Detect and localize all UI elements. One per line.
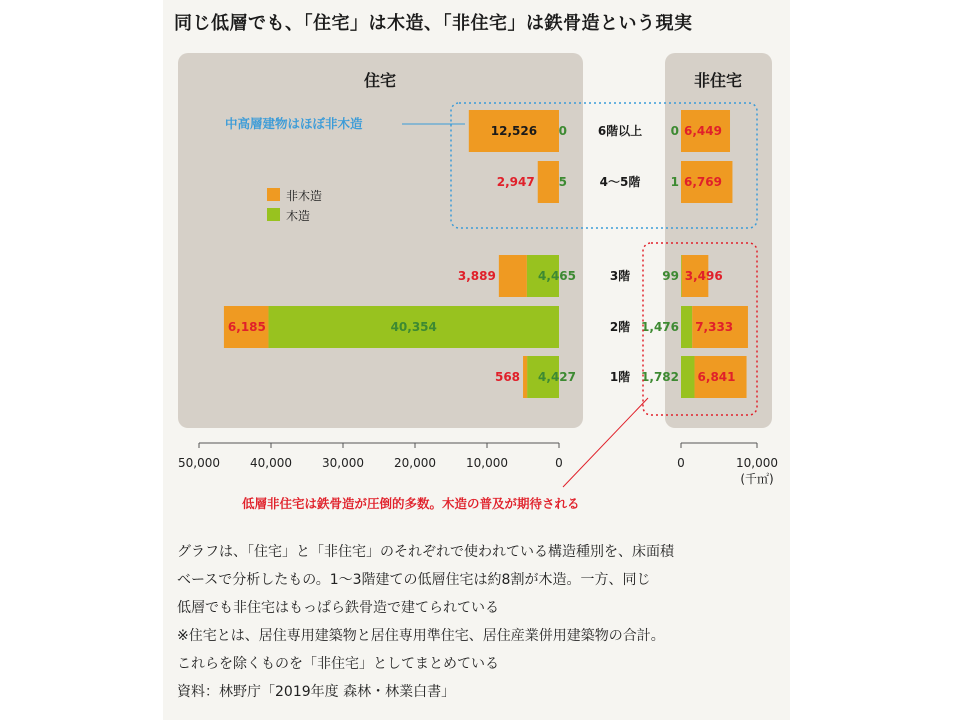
non-housing-wood-label: 1 [670,175,679,189]
note-line: ベースで分析したもの。1〜3階建ての低層住宅は約8割が木造。一方、同じ [177,572,651,588]
non-housing-non-wood-label: 6,449 [684,124,722,138]
category-label: 1階 [609,370,631,384]
legend-swatch-non-wood [267,188,280,201]
note-line: グラフは、「住宅」と「非住宅」のそれぞれで使われている構造種別を、床面積 [177,544,674,560]
axis-tick-label: 0 [555,456,563,470]
axis-tick-label: 0 [677,456,685,470]
housing-non-wood-bar [523,356,527,398]
non-housing-non-wood-label: 3,496 [684,269,723,283]
housing-non-wood-label: 2,947 [496,175,535,189]
housing-wood-label: 0 [558,124,567,138]
legend-swatch-wood [267,208,280,221]
note-line: ※住宅とは、居住専用建築物と居住専用準住宅、居住産業併用建築物の合計。 [177,628,665,644]
highrise-annotation: 中高層建物はほぼ非木造 [225,116,363,131]
axis-tick-label: 10,000 [466,456,508,470]
axis-unit-label: (千㎡) [740,472,774,486]
legend-label-non-wood: 非木造 [286,189,323,203]
non-housing-non-wood-label: 6,769 [684,175,722,189]
legend-label-wood: 木造 [286,209,311,223]
non-housing-wood-label: 0 [670,124,679,138]
housing-wood-label: 4,465 [538,269,576,283]
non-housing-non-wood-label: 6,841 [697,370,736,384]
category-label: 4〜5階 [599,175,641,189]
category-label: 2階 [609,320,631,334]
non-housing-wood-bar [681,306,692,348]
housing-non-wood-label: 3,889 [457,269,496,283]
non-housing-wood-label: 1,476 [641,320,679,334]
chart-title: 同じ低層でも、「住宅」は木造、「非住宅」は鉄骨造という現実 [174,13,693,34]
housing-wood-label: 5 [558,175,567,189]
axis-tick-label: 20,000 [394,456,436,470]
non-housing-non-wood-label: 7,333 [695,320,734,334]
non-housing-wood-label: 1,782 [641,370,679,384]
housing-wood-label: 40,354 [390,320,437,334]
axis-tick-label: 30,000 [322,456,364,470]
note-line: 資料：林野庁「2019年度 森林・林業白書」 [177,684,456,700]
non-housing-wood-bar [681,255,682,297]
housing-non-wood-bar [538,161,559,203]
non-housing-wood-bar [681,356,695,398]
housing-wood-label: 4,427 [538,370,576,384]
housing-panel-title: 住宅 [363,71,397,90]
housing-non-wood-label: 568 [494,370,521,384]
housing-non-wood-label: 12,526 [490,124,538,138]
non-housing-panel-title: 非住宅 [693,71,743,90]
axis-tick-label: 40,000 [250,456,292,470]
category-label: 6階以上 [597,124,643,138]
note-line: 低層でも非住宅はもっぱら鉄骨造で建てられている [177,600,499,616]
axis-tick-label: 10,000 [736,456,778,470]
category-label: 3階 [609,269,631,283]
axis-tick-label: 50,000 [178,456,220,470]
housing-non-wood-label: 6,185 [227,320,266,334]
note-line: これらを除くものを「非住宅」としてまとめている [177,656,499,672]
housing-panel [178,53,583,428]
housing-non-wood-bar [499,255,527,297]
lowrise-annotation: 低層非住宅は鉄骨造が圧倒的多数。木造の普及が期待される [242,496,580,511]
notes [177,538,777,706]
non-housing-wood-label: 99 [662,269,679,283]
